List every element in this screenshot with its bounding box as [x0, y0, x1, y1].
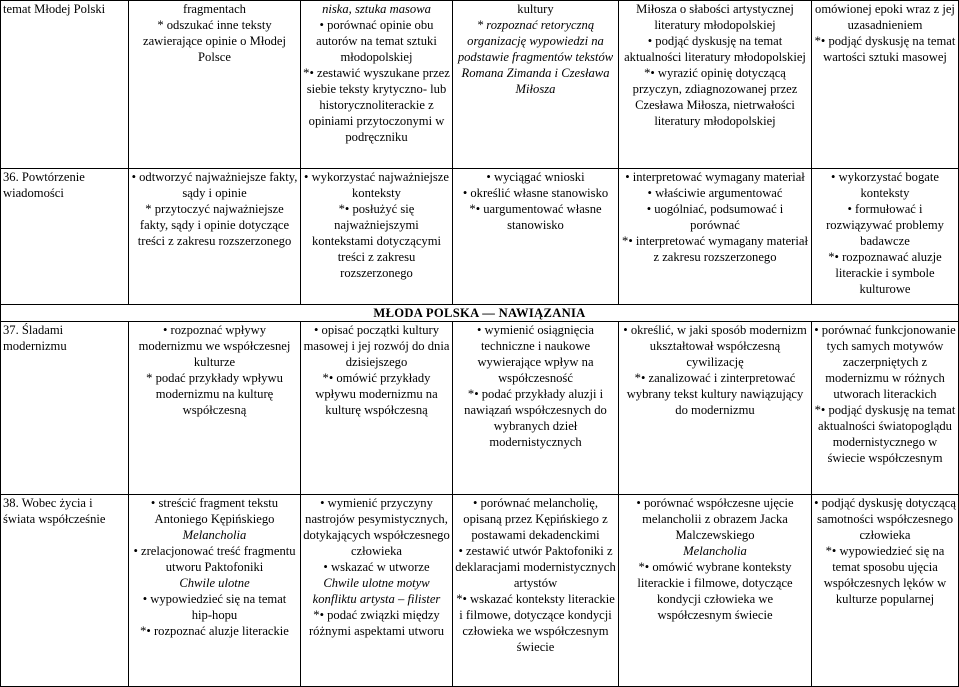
requirement-text: • określić, w jaki sposób modernizm ukształtował współczesną cywilizację	[621, 322, 809, 370]
requirement-text: * rozpoznać retoryczną organizację wypowiedzi na podstawie fragmentów tekstów Romana Zimanda i Czesława Miłosza	[457, 18, 614, 96]
requirement-cell	[453, 169, 619, 305]
requirement-cell	[812, 495, 959, 687]
requirement-text: • porównać melancholię, opisaną przez Kępińskiego z postawami dekadenckimi	[455, 495, 616, 543]
requirement-cell	[301, 322, 453, 495]
requirement-cell	[812, 1, 959, 169]
requirement-text: *• posłużyć się najważniejszymi kontekstami dotyczącymi treści z zakresu rozszerzonego	[311, 202, 442, 280]
requirement-text: *• rozpoznawać aluzje literackie i symbole kulturowe	[828, 250, 942, 296]
requirement-text: Melancholia	[182, 528, 247, 542]
requirement-text: Chwile ulotne motyw konfliktu artysta – filister	[312, 576, 441, 606]
requirement-cell	[453, 495, 619, 687]
requirement-text: • wyciągać wnioski	[455, 169, 616, 185]
requirement-cell	[129, 322, 301, 495]
requirement-text: * przytoczyć najważniejsze fakty, sądy i opinie dotyczące treści z zakresu rozszerzonego	[137, 202, 292, 248]
requirement-text: niska, sztuka masowa	[322, 2, 431, 16]
section-header: MŁODA POLSKA — NAWIĄZANIA	[1, 305, 959, 322]
requirement-text: • porównać opinie obu autorów na temat sztuki młodopolskiej	[303, 17, 450, 65]
requirement-cell	[619, 1, 812, 169]
topic-cell: 36. Powtórzenie wiadomości	[1, 169, 129, 305]
requirement-cell	[301, 495, 453, 687]
requirement-text: • rozpoznać wpływy modernizmu we współczesnej kulturze	[131, 322, 298, 370]
requirement-text: • porównać współczesne ujęcie melancholii z obrazem Jacka Malczewskiego	[621, 495, 809, 543]
requirement-text: kultury	[517, 2, 554, 16]
requirement-text: • uogólniać, podsumować i porównać	[621, 201, 809, 233]
requirement-text: *• omówić przykłady wpływu modernizmu na kulturę współczesną	[315, 371, 438, 417]
requirement-text: • wskazać w utworze	[303, 559, 450, 575]
requirement-text: *• podać związki między różnymi aspektami utworu	[308, 608, 444, 638]
requirement-text: *• wskazać konteksty literackie i filmowe, dotyczące kondycji człowieka we współczesnym świecie	[456, 592, 615, 654]
requirement-text: • podjąć dyskusję dotyczącą samotności współczesnego człowieka	[814, 495, 956, 543]
topic-cell: 37. Śladami modernizmu	[1, 322, 129, 495]
requirement-cell	[129, 169, 301, 305]
requirement-text: • porównać funkcjonowanie tych samych motywów zaczerpniętych z modernizmu w różnych utworach literackich	[814, 322, 956, 402]
table-row	[1, 169, 959, 305]
requirement-text: • wykorzystać bogate konteksty	[814, 169, 956, 201]
topic-cell: temat Młodej Polski	[1, 1, 129, 169]
table-row	[1, 305, 959, 322]
requirement-text: *• wyrazić opinię dotyczącą przyczyn, zdiagnozowanej przez Czesława Miłosza, nietrwałości literatury młodopolskiej	[632, 66, 798, 128]
requirement-cell	[812, 169, 959, 305]
requirement-text: *• rozpoznać aluzje literackie	[140, 624, 289, 638]
requirement-text: *• interpretować wymagany materiał z zakresu rozszerzonego	[622, 234, 808, 264]
requirement-text: • podjąć dyskusję na temat aktualności literatury młodopolskiej	[621, 33, 809, 65]
requirement-text: *• podjąć dyskusję na temat wartości sztuki masowej	[814, 34, 956, 64]
requirement-text: fragmentach	[183, 2, 246, 16]
requirement-text: *• podać przykłady aluzji i nawiązań współczesnych do wybranych dzieł modernistycznych	[464, 387, 607, 449]
requirement-cell	[812, 322, 959, 495]
requirement-text: Miłosza o słabości artystycznej literatury młodopolskiej	[636, 2, 794, 32]
requirement-text: • wykorzystać najważniejsze konteksty	[303, 169, 450, 201]
requirement-text: • streścić fragment tekstu Antoniego Kępińskiego	[131, 495, 298, 527]
requirement-text: *• zestawić wyszukane przez siebie teksty krytyczno- lub historycznoliterackie z opiniami przytoczonymi w podręczniku	[303, 66, 450, 144]
requirement-text: • zrelacjonować treść fragmentu utworu Paktofoniki	[131, 543, 298, 575]
requirement-text: omówionej epoki wraz z jej uzasadnieniem	[815, 2, 955, 32]
requirement-text: *• podjąć dyskusję na temat aktualności światopoglądu modernistycznego w świecie współczesnym	[814, 403, 956, 465]
topic-cell: 38. Wobec życia i świata współcześnie	[1, 495, 129, 687]
requirement-text: • odtworzyć najważniejsze fakty, sądy i opinie	[131, 169, 298, 201]
requirement-cell	[453, 1, 619, 169]
table-row	[1, 495, 959, 687]
requirement-text: • właściwie argumentować	[621, 185, 809, 201]
requirement-text: • zestawić utwór Paktofoniki z deklaracjami modernistycznych artystów	[455, 543, 616, 591]
requirement-text: *• zanalizować i zinterpretować wybrany tekst kultury nawiązujący do modernizmu	[626, 371, 804, 417]
requirement-text: • wypowiedzieć się na temat hip-hopu	[131, 591, 298, 623]
requirement-cell	[619, 169, 812, 305]
requirement-cell	[453, 322, 619, 495]
requirement-text: * odszukać inne teksty zawierające opinie o Młodej Polsce	[142, 18, 286, 64]
requirement-text: • formułować i rozwiązywać problemy badawcze	[814, 201, 956, 249]
requirement-text: • interpretować wymagany materiał	[621, 169, 809, 185]
requirement-text: *• uargumentować własne stanowisko	[469, 202, 602, 232]
requirement-text: * podać przykłady wpływu modernizmu na kulturę współczesną	[146, 371, 283, 417]
requirement-cell	[619, 322, 812, 495]
requirement-text: • wymienić osiągnięcia techniczne i naukowe wywierające wpływ na współczesność	[455, 322, 616, 386]
requirement-text: Chwile ulotne	[179, 576, 250, 590]
table-row	[1, 322, 959, 495]
requirement-text: *• wypowiedzieć się na temat sposobu ujęcia współczesnych lęków w kulturze popularnej	[823, 544, 947, 606]
requirement-text: *• omówić wybrane konteksty literackie i filmowe, dotyczące kondycji człowieka we współczesnym świecie	[637, 560, 793, 622]
requirement-cell	[129, 495, 301, 687]
requirement-cell	[619, 495, 812, 687]
requirement-text: • określić własne stanowisko	[455, 185, 616, 201]
table-row	[1, 1, 959, 169]
requirement-cell	[301, 169, 453, 305]
requirement-cell	[129, 1, 301, 169]
requirement-text: • wymienić przyczyny nastrojów pesymistycznych, dotykających współczesnego człowieka	[303, 495, 450, 559]
requirement-text: Melancholia	[683, 544, 747, 558]
requirement-text: • opisać początki kultury masowej i jej rozwój do dnia dzisiejszego	[303, 322, 450, 370]
requirement-cell	[301, 1, 453, 169]
